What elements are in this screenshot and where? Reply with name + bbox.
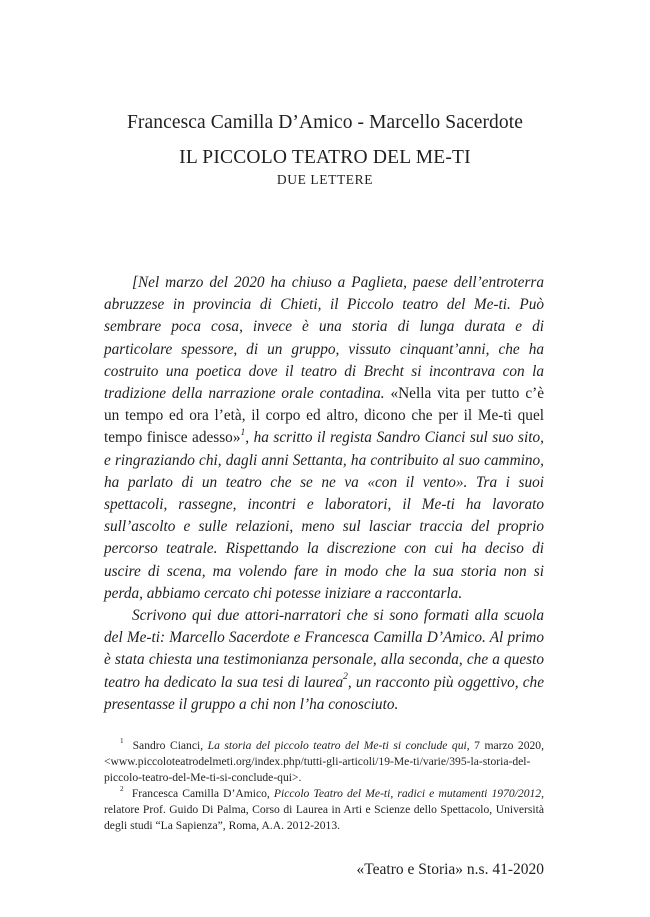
article-authors: Francesca Camilla D’Amico - Marcello Sacerdote — [126, 112, 524, 133]
cited-title: Piccolo Teatro del Me-ti, radici e mutamenti 1970/2012 — [273, 787, 542, 801]
journal-footer: «Teatro e Storia» n.s. 41-2020 — [356, 861, 544, 878]
footnote-text: Sandro Cianci, — [132, 739, 208, 752]
footnote-number: 1 — [120, 737, 124, 746]
footnote-ref-2[interactable]: 2 — [343, 672, 348, 683]
footnote-number: 2 — [120, 785, 124, 794]
introduction-text: , un racconto più oggettivo, che presentasse il gruppo a chi non l’ha conosciuto. — [104, 673, 544, 713]
director-quote: «Nella vita per tutto c’è un tempo ed ora l’età, il corpo ed altro, dicono che per il Me-ti quel tempo finisce adesso» — [104, 385, 544, 447]
footnote-text: , relatore Prof. Guido Di Palma, Corso di Laurea in Arti e Scienze dello Spettacolo, Università degli studi “La Sapienza”, Roma, A.A. 2012-2013. — [104, 787, 545, 833]
footnote-1 — [104, 738, 544, 786]
cited-title: La storia del piccolo teatro del Me-ti si conclude qui — [207, 739, 467, 752]
footnote-2 — [104, 786, 544, 834]
introduction-text: [Nel marzo del 2020 ha chiuso a Paglieta, paese dell’entroterra abruzzese in provincia di Chieti, il Piccolo teatro del Me-ti. Può sembrare poca cosa, invece è una storia di lunga durata e di particolare spessore, di un gruppo, vissuto cinquant’anni, che ha costruito una poetica dove il teatro di Brecht si incontrava con la tradizione della narrazione orale contadina. — [104, 274, 544, 403]
introduction-text: , ha scritto il regista Sandro Cianci sul suo sito, e ringraziando chi, dagli anni Settanta, ha contribuito al suo cammino, ha parlato di un teatro che se ne va «con il vento». Tra i suoi spettacoli, rassegne, incontri e laboratori, il Me-ti ha lavorato sull’ascolto e sulle relazioni, meno sul lasciar traccia del proprio percorso teatrale. Rispettando la discrezione con cui ha deciso di uscire di scena, ma volendo fare in modo che la sua storia non si perda, abbiamo cercato chi potesse iniziare a raccontarla. — [104, 429, 544, 602]
footnote-ref-1[interactable]: 1 — [240, 427, 246, 438]
footnote-text: Francesca Camilla D’Amico, — [131, 787, 274, 801]
footnote-text: , 7 marzo 2020, <www.piccoloteatrodelmeti.org/index.php/tutti-gli-articoli/19-Me-ti/varie/395-la-storia-del-piccolo-teatro-del-Me-ti-si-conclude-qui>. — [104, 739, 545, 785]
article-subtitle: DUE LETTERE — [276, 172, 374, 187]
introduction-paragraph — [104, 272, 544, 605]
introduction-text: Scrivono qui due attori-narratori che si sono formati alla scuola del Me-ti: Marcello Sacerdote e Francesca Camilla D’Amico. Al primo è stata chiesta una testimonianza personale, alla seconda, che a questo teatro ha dedicato la sua tesi di laurea — [104, 607, 544, 691]
editorial-introduction — [104, 272, 544, 716]
article-title: IL PICCOLO TEATRO DEL ME-TI — [179, 147, 471, 168]
introduction-paragraph — [104, 605, 544, 716]
footnotes — [104, 738, 544, 835]
